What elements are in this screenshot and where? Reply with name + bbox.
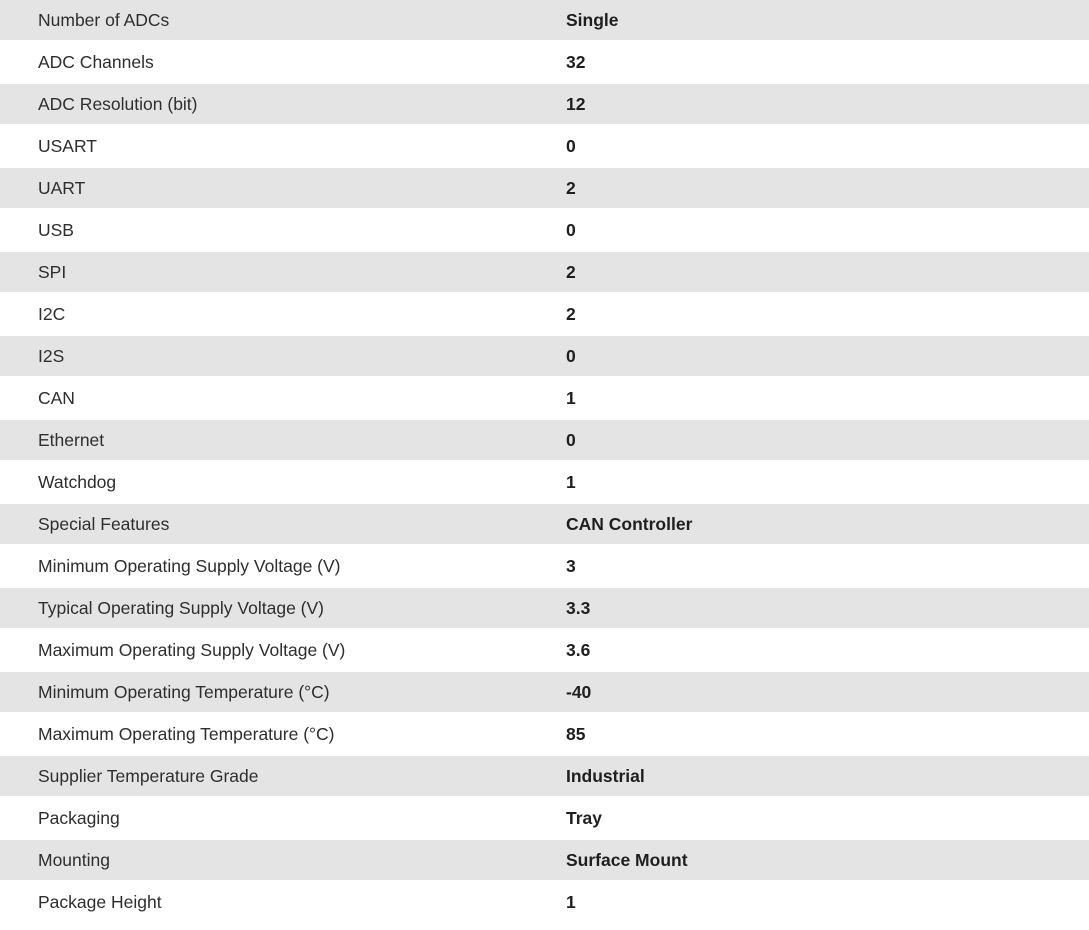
spec-label: CAN: [0, 378, 566, 420]
spec-row: [0, 336, 1089, 378]
spec-value: 1: [566, 462, 1089, 504]
spec-row: [0, 882, 1089, 924]
spec-label: Packaging: [0, 798, 566, 840]
spec-value: 3: [566, 546, 1089, 588]
spec-value: Single: [566, 0, 1089, 42]
spec-value: 12: [566, 84, 1089, 126]
spec-label: UART: [0, 168, 566, 210]
spec-label: Typical Operating Supply Voltage (V): [0, 588, 566, 630]
spec-value: CAN Controller: [566, 504, 1089, 546]
spec-row: [0, 42, 1089, 84]
spec-row: [0, 378, 1089, 420]
spec-label: Mounting: [0, 840, 566, 882]
spec-row: [0, 840, 1089, 882]
spec-value: 2: [566, 294, 1089, 336]
spec-label: I2S: [0, 336, 566, 378]
spec-row: [0, 126, 1089, 168]
spec-row: [0, 84, 1089, 126]
spec-value: Surface Mount: [566, 840, 1089, 882]
spec-value: 0: [566, 126, 1089, 168]
spec-row: [0, 168, 1089, 210]
spec-value: 32: [566, 42, 1089, 84]
spec-label: I2C: [0, 294, 566, 336]
spec-label: SPI: [0, 252, 566, 294]
spec-label: Number of ADCs: [0, 0, 566, 42]
spec-value: 3.6: [566, 630, 1089, 672]
spec-row: [0, 252, 1089, 294]
spec-label: Package Height: [0, 882, 566, 924]
spec-row: [0, 210, 1089, 252]
spec-row: [0, 294, 1089, 336]
spec-label: USART: [0, 126, 566, 168]
spec-label: Maximum Operating Temperature (°C): [0, 714, 566, 756]
spec-row: [0, 504, 1089, 546]
spec-value: 0: [566, 336, 1089, 378]
spec-value: 0: [566, 420, 1089, 462]
spec-label: Minimum Operating Supply Voltage (V): [0, 546, 566, 588]
spec-label: ADC Channels: [0, 42, 566, 84]
spec-value: 2: [566, 168, 1089, 210]
spec-value: Tray: [566, 798, 1089, 840]
spec-row: [0, 630, 1089, 672]
spec-value: 2: [566, 252, 1089, 294]
spec-label: Special Features: [0, 504, 566, 546]
spec-value: -40: [566, 672, 1089, 714]
spec-value: 1: [566, 378, 1089, 420]
spec-row: [0, 0, 1089, 42]
spec-label: Ethernet: [0, 420, 566, 462]
spec-row: [0, 672, 1089, 714]
spec-label: Maximum Operating Supply Voltage (V): [0, 630, 566, 672]
spec-value: 85: [566, 714, 1089, 756]
spec-value: 1: [566, 882, 1089, 924]
spec-label: Supplier Temperature Grade: [0, 756, 566, 798]
spec-row: [0, 420, 1089, 462]
spec-row: [0, 756, 1089, 798]
spec-value: 0: [566, 210, 1089, 252]
spec-row: [0, 462, 1089, 504]
spec-row: [0, 798, 1089, 840]
spec-row: [0, 714, 1089, 756]
spec-label: ADC Resolution (bit): [0, 84, 566, 126]
spec-row: [0, 588, 1089, 630]
spec-value: Industrial: [566, 756, 1089, 798]
spec-label: Minimum Operating Temperature (°C): [0, 672, 566, 714]
spec-label: USB: [0, 210, 566, 252]
spec-value: 3.3: [566, 588, 1089, 630]
spec-row: [0, 546, 1089, 588]
spec-label: Watchdog: [0, 462, 566, 504]
